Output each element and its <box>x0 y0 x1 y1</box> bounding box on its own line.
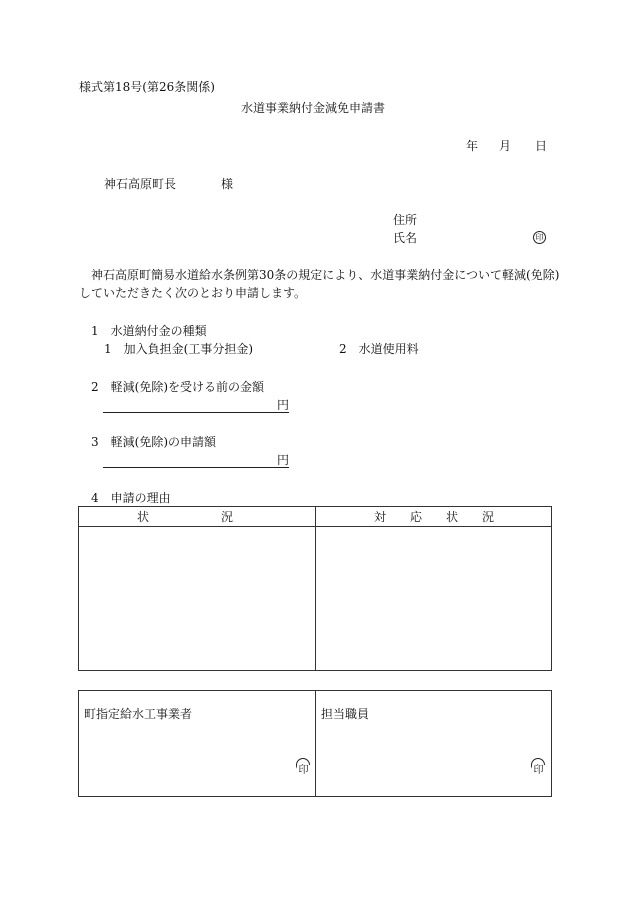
staff-seal-icon: 印 <box>531 758 546 778</box>
signoff-table-divider <box>315 691 316 796</box>
applicant-name-label: 氏名 <box>393 231 418 245</box>
requested-amount-underline <box>103 467 289 468</box>
amount-before-underline <box>103 412 289 413</box>
addressee-name: 神石高原町長 <box>104 177 177 191</box>
date-month-label: 月 <box>499 139 512 153</box>
form-number: 様式第18号(第26条関係) <box>79 80 215 94</box>
form-title: 水道事業納付金減免申請書 <box>241 101 386 115</box>
applicant-seal-icon: 印 <box>533 231 546 244</box>
reason-col-response-header: 対 応 状 況 <box>374 510 495 524</box>
section-2-heading: 2 軽減(免除)を受ける前の金額 <box>91 380 264 394</box>
addressee-honorific: 様 <box>221 177 234 191</box>
section-3-heading: 3 軽減(免除)の申請額 <box>91 435 216 449</box>
staff-label: 担当職員 <box>321 707 370 721</box>
reason-table-header-rule <box>79 526 551 527</box>
reason-response-cell[interactable] <box>318 529 549 667</box>
date-year-label: 年 <box>466 139 479 153</box>
applicant-address-label: 住所 <box>393 213 418 227</box>
reason-table-divider <box>315 507 316 670</box>
body-text-line-1: 神石高原町簡易水道給水条例第30条の規定により、水道事業納付金について軽減(免除) <box>91 268 560 282</box>
amount-before-unit: 円 <box>277 398 290 412</box>
signoff-table <box>78 690 552 797</box>
contractor-seal-icon: 印 <box>296 758 311 778</box>
reason-col-status-header: 状 況 <box>137 510 234 524</box>
contractor-label: 町指定給水工事業者 <box>84 707 193 721</box>
section-1-option-2: 2 水道使用料 <box>339 342 419 356</box>
reason-status-cell[interactable] <box>81 529 313 667</box>
body-text-line-2: していただきたく次のとおり申請します。 <box>79 286 307 300</box>
section-1-option-1: 1 加入負担金(工事分担金) <box>104 342 253 356</box>
requested-amount-unit: 円 <box>277 453 290 467</box>
section-1-heading: 1 水道納付金の種類 <box>91 324 207 338</box>
reason-table <box>78 506 552 671</box>
date-day-label: 日 <box>535 139 548 153</box>
section-4-heading: 4 申請の理由 <box>91 491 171 505</box>
